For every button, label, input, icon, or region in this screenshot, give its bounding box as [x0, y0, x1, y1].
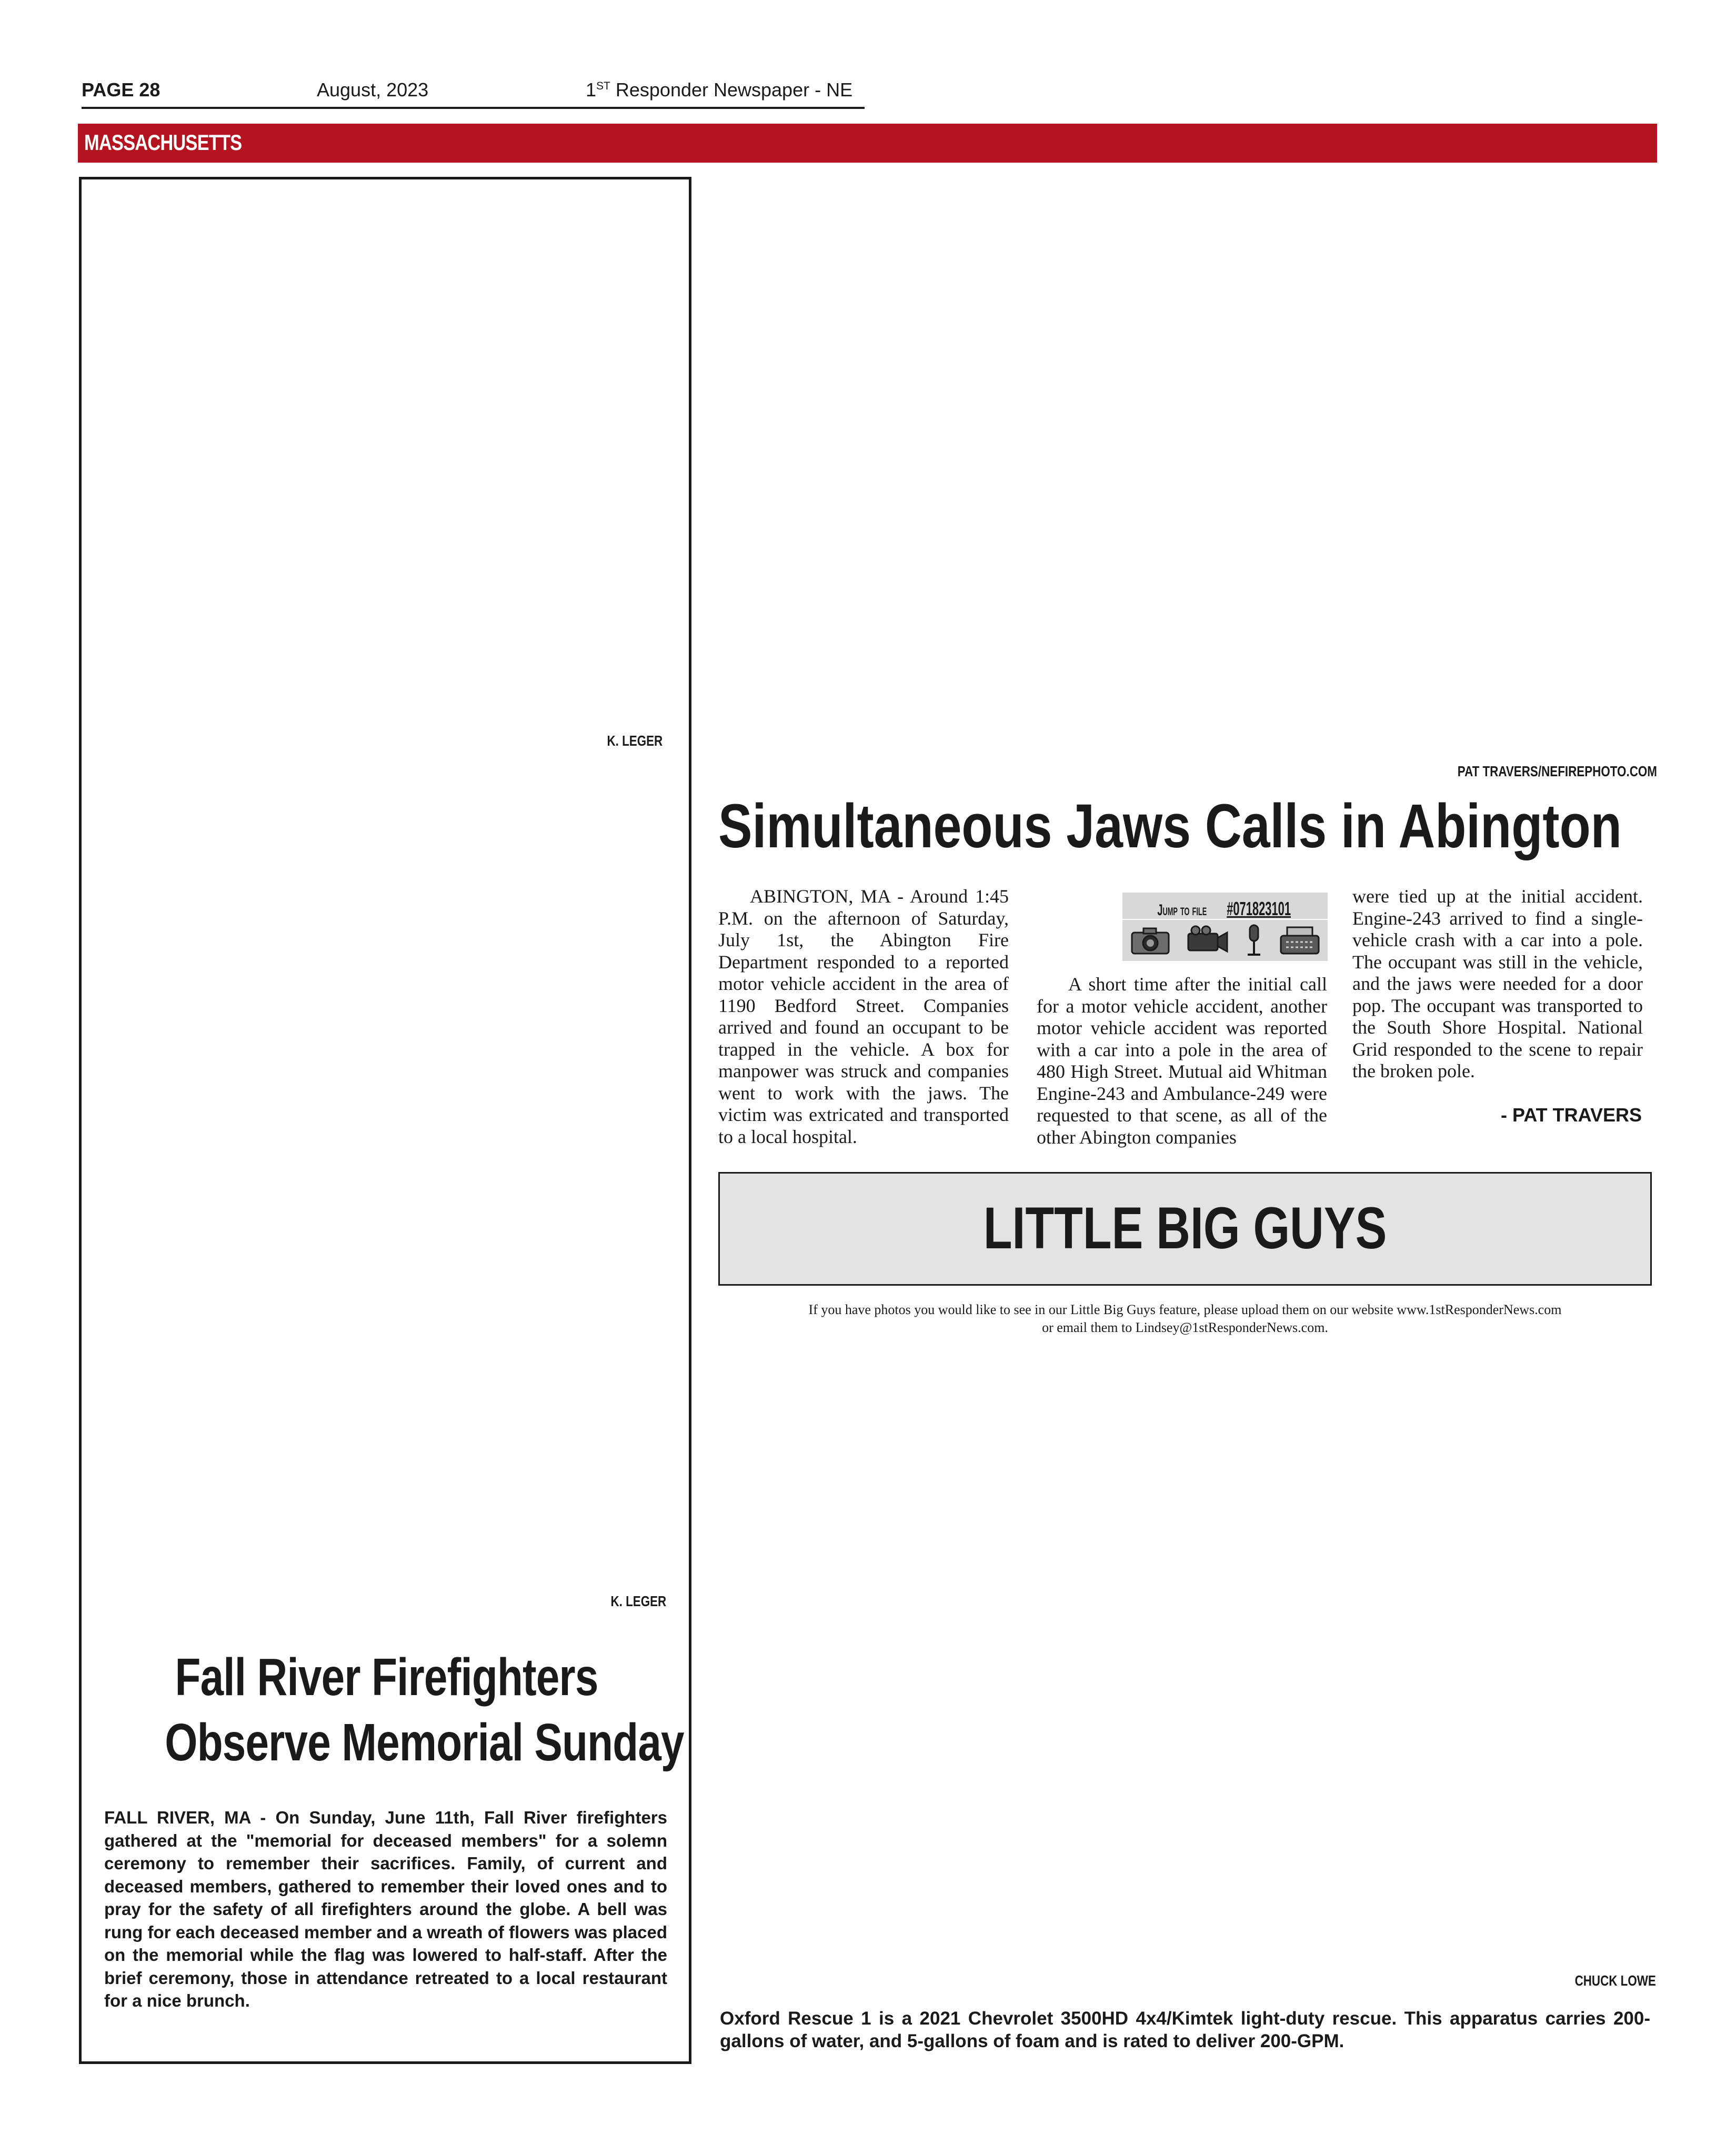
abington-photo [718, 179, 1655, 758]
typewriter-icon[interactable] [1279, 924, 1321, 957]
abington-column-3: were tied up at the initial accident. Engine-243 arrived to find a single-vehicle crash with a car into a pole. The occupant was still in the vehicle, and the jaws were needed for a door pop. The occupant was transported to the South Shore Hospital. National Grid responded to the scene to repair the broken pole. [1352, 886, 1643, 1081]
fall-river-photo-1 [92, 189, 679, 726]
media-icons [1122, 920, 1328, 961]
abington-column-2: A short time after the initial call for a motor vehicle accident, another motor vehicle accident was reported with a car into a pole in the area of 480 High Street. Mutual aid Whitman Engine-243 and Ambulance-249 were requested to that scene, as all of the other Abington companies [1037, 974, 1327, 1148]
publication-rest: Responder Newspaper - NE [610, 79, 853, 101]
section-label: MASSACHUSETTS [84, 130, 242, 155]
abington-headline-text: Simultaneous Jaws Calls in Abington [718, 792, 1622, 861]
little-big-guys-note-line2: or email them to Lindsey@1stResponderNews.com. [1042, 1320, 1328, 1335]
publication-prefix: 1 [586, 79, 597, 101]
jump-label: Jump to file [1157, 901, 1207, 919]
jump-to-file-text [1150, 895, 1300, 920]
jump-to-file-box[interactable] [1122, 893, 1328, 961]
page-number: PAGE 28 [82, 79, 160, 101]
issue-date: August, 2023 [317, 79, 429, 101]
little-big-guys-banner [718, 1172, 1652, 1286]
fall-river-headline-line1: Fall River Firefighters [175, 1648, 599, 1707]
fall-river-headline [100, 1645, 684, 1775]
little-big-guys-title [720, 1197, 1650, 1260]
fall-river-photo-2-credit: K. LEGER [610, 1593, 666, 1609]
abington-headline [718, 792, 1655, 860]
oxford-rescue-photo [718, 1347, 1655, 1963]
section-bar [78, 124, 1657, 163]
little-big-guys-title-text: LITTLE BIG GUYS [983, 1195, 1387, 1261]
fall-river-body: FALL RIVER, MA - On Sunday, June 11th, Fall River firefighters gathered at the "memorial for deceased members" for a solemn ceremony to remember their sacrifices. Family, of current and deceased members, gathered to remember their loved ones and to pray for the safety of all firefighters around the globe. A bell was rung for each deceased member and a wreath of flowers was placed on the memorial while the flag was lowered to half-staff. After the brief ceremony, those in attendance retreated to a local restaurant for a nice brunch. [104, 1808, 667, 2010]
fall-river-headline-line2: Observe Memorial Sunday [165, 1713, 684, 1772]
fall-river-photo-2 [92, 760, 679, 1587]
oxford-rescue-caption: Oxford Rescue 1 is a 2021 Chevrolet 3500HD 4x4/Kimtek light-duty rescue. This apparatus carries 200-gallons of water, and 5-gallons of foam and is rated to deliver 200-GPM. [720, 2008, 1650, 2051]
abington-byline: - PAT TRAVERS [1501, 1104, 1642, 1126]
publication-name [586, 79, 852, 101]
little-big-guys-note [718, 1301, 1652, 1337]
fall-river-photo-1-credit: K. LEGER [607, 733, 663, 749]
publication-superscript: ST [596, 80, 610, 92]
camera-icon[interactable] [1130, 924, 1171, 957]
oxford-rescue-photo-credit: CHUCK LOWE [1574, 1972, 1656, 1989]
abington-photo-credit: PAT TRAVERS/NEFIREPHOTO.COM [1457, 763, 1657, 779]
video-camera-icon[interactable] [1185, 924, 1229, 957]
microphone-icon[interactable] [1243, 923, 1265, 958]
abington-column-1: ABINGTON, MA - Around 1:45 P.M. on the afternoon of Saturday, July 1st, the Abington Fire Department responded to a reported motor vehicle accident in the area of 1190 Bedford Street. Companies arrived and found an occupant to be trapped in the vehicle. A box for manpower was struck and companies went to work with the jaws. The victim was extricated and transported to a local hospital. [718, 886, 1009, 1147]
header-rule [82, 107, 865, 109]
jump-to-file-header [1122, 893, 1328, 919]
little-big-guys-note-line1: If you have photos you would like to see in our Little Big Guys feature, please upload them on our website www.1stResponderNews.com [808, 1302, 1562, 1317]
jump-file-number[interactable]: #071823101 [1227, 898, 1291, 919]
